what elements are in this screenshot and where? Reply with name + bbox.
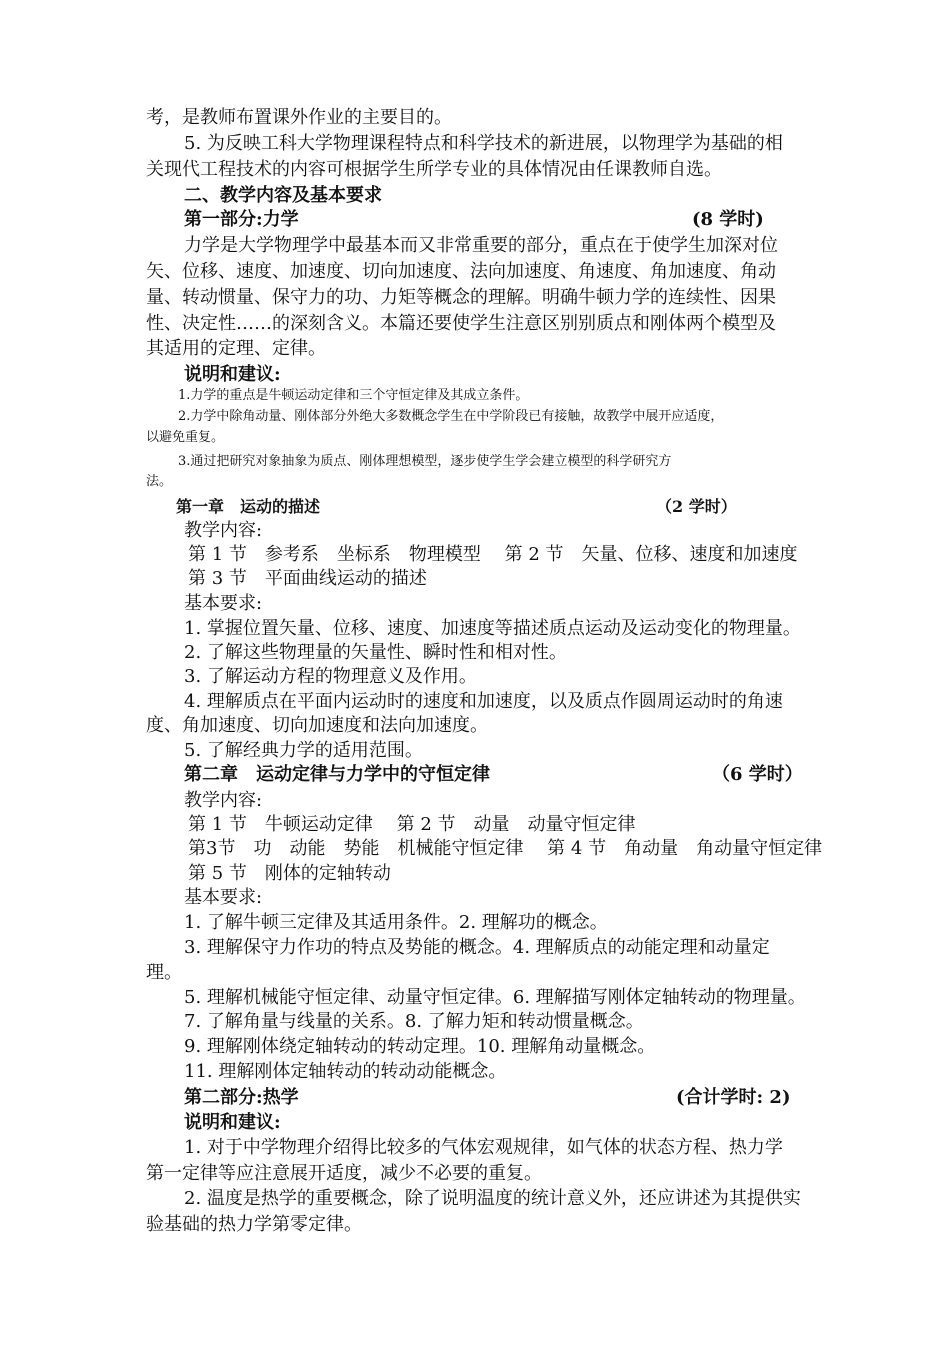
requirement-line: 9. 理解刚体绕定轴转动的转动定理。10. 理解角动量概念。 (184, 1036, 656, 1057)
paragraph-line: 性、决定性……的深刻含义。本篇还要使学生注意区别别质点和刚体两个模型及 (146, 313, 776, 334)
requirements-label: 基本要求: (184, 887, 263, 908)
section-heading: 二、教学内容及基本要求 (184, 185, 382, 206)
content-label: 教学内容: (184, 790, 263, 811)
note-line: 以避免重复。 (146, 430, 225, 445)
note-line: 1.力学的重点是牛顿运动定律和三个守恒定律及其成立条件。 (178, 388, 529, 403)
text-line: 关现代工程技术的内容可根据学生所学专业的具体情况由任课教师自选。 (146, 159, 722, 180)
requirement-line: 3. 了解运动方程的物理意义及作用。 (184, 666, 477, 687)
requirements-label: 基本要求: (184, 593, 263, 614)
paragraph-line: 其适用的定理、定律。 (146, 338, 326, 359)
note-line: 法。 (146, 474, 173, 489)
paragraph-line: 量、转动惯量、保守力的功、力矩等概念的理解。明确牛顿力学的连续性、因果 (146, 287, 776, 308)
note-line: 验基础的热力学第零定律。 (146, 1214, 362, 1235)
requirement-line: 1. 掌握位置矢量、位移、速度、加速度等描述质点运动及运动变化的物理量。 (184, 618, 801, 639)
part-hours: (合计学时: 2) (676, 1087, 791, 1108)
notes-heading: 说明和建议: (184, 1112, 281, 1133)
chapter-hours: （2 学时） (656, 497, 737, 516)
content-line: 第 1 节 牛顿运动定律 第 2 节 动量 动量守恒定律 (188, 814, 636, 835)
part-hours: (8 学时) (692, 209, 764, 230)
chapter-title: 第一章 运动的描述 (176, 497, 321, 516)
part-title: 第二部分:热学 (184, 1087, 299, 1108)
requirement-line: 2. 了解这些物理量的矢量性、瞬时性和相对性。 (184, 642, 567, 663)
chapter-hours: （6 学时） (712, 764, 803, 785)
requirement-line: 5. 理解机械能守恒定律、动量守恒定律。6. 理解描写刚体定轴转动的物理量。 (184, 987, 806, 1008)
paragraph-line: 力学是大学物理学中最基本而又非常重要的部分，重点在于使学生加深对位 (184, 235, 778, 256)
requirement-line: 度、角加速度、切向加速度和法向加速度。 (146, 715, 488, 736)
requirement-line: 1. 了解牛顿三定律及其适用条件。2. 理解功的概念。 (184, 912, 608, 933)
content-line: 第3节 功 动能 势能 机械能守恒定律 第 4 节 角动量 角动量守恒定律 (188, 838, 823, 859)
note-line: 2.力学中除角动量、刚体部分外绝大多数概念学生在中学阶段已有接触，故教学中展开应适度， (178, 409, 724, 424)
requirement-line: 11. 理解刚体定轴转动的转动动能概念。 (184, 1061, 507, 1082)
paragraph-line: 矢、位移、速度、加速度、切向加速度、法向加速度、角速度、角加速度、角动 (146, 261, 776, 282)
text-line: 5. 为反映工科大学物理课程特点和科学技术的新进展，以物理学为基础的相 (184, 133, 783, 154)
note-line: 1. 对于中学物理介绍得比较多的气体宏观规律，如气体的状态方程、热力学 (184, 1137, 783, 1158)
requirement-line: 7. 了解角量与线量的关系。8. 了解力矩和转动惯量概念。 (184, 1011, 644, 1032)
text-line: 考，是教师布置课外作业的主要目的。 (146, 107, 452, 128)
requirement-line: 4. 理解质点在平面内运动时的速度和加速度，以及质点作圆周运动时的角速 (184, 691, 783, 712)
note-line: 第一定律等应注意展开适度，减少不必要的重复。 (146, 1163, 542, 1184)
content-line: 第 3 节 平面曲线运动的描述 (188, 568, 427, 589)
content-line: 第 1 节 参考系 坐标系 物理模型 第 2 节 矢量、位移、速度和加速度 (188, 544, 798, 565)
note-line: 2. 温度是热学的重要概念，除了说明温度的统计意义外，还应讲述为其提供实 (184, 1188, 801, 1209)
requirement-line: 理。 (146, 962, 182, 983)
content-label: 教学内容: (184, 520, 263, 541)
content-line: 第 5 节 刚体的定轴转动 (188, 863, 391, 884)
notes-heading: 说明和建议: (184, 364, 281, 385)
note-line: 3.通过把研究对象抽象为质点、刚体理想模型，逐步使学生学会建立模型的科学研究方 (178, 454, 672, 469)
part-title: 第一部分:力学 (184, 209, 299, 230)
requirement-line: 5. 了解经典力学的适用范围。 (184, 740, 423, 761)
requirement-line: 3. 理解保守力作功的特点及势能的概念。4. 理解质点的动能定理和动量定 (184, 937, 770, 958)
chapter-title: 第二章 运动定律与力学中的守恒定律 (184, 764, 490, 785)
